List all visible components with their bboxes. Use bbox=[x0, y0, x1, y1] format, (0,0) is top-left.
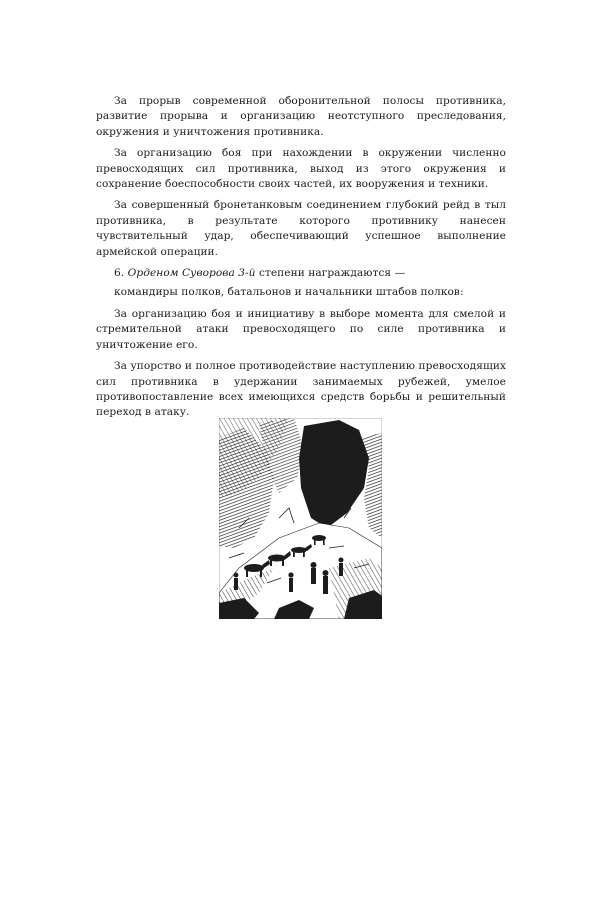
paragraph-order-heading bbox=[96, 266, 506, 281]
order-heading-rest: степени награждаются — bbox=[258, 267, 406, 280]
paragraph-recipients: командиры полков, батальонов и начальники штабов полков: bbox=[114, 286, 464, 299]
engraving-icon bbox=[219, 418, 382, 619]
paragraph-initiative: За организацию боя и инициативу в выборе момента для смелой и стремительной атаки превосходящего по силе противника и уничтожение его. bbox=[96, 307, 506, 351]
mountain-battle-illustration bbox=[219, 418, 382, 619]
paragraph-armored-raid: За совершенный бронетанковым соединением глубокий рейд в тыл противника, в результате которого противнику нанесен чувствительный удар, обеспечивающий успешное выполнение армейской операции. bbox=[96, 199, 506, 258]
paragraph-encirclement: За организацию боя при нахождении в окружении численно превосходящих сил противника, выход из этого окружения и сохранение боеспособности своих частей, их вооружения и техники. bbox=[96, 147, 506, 191]
paragraph-defense: За упорство и полное противодействие наступлению превосходящих сил противника в удержании занимаемых рубежей, умелое противопоставление всех имеющихся средств борьбы и решительный переход в атаку. bbox=[96, 360, 506, 419]
paragraph-breakthrough: За прорыв современной оборонительной полосы противника, развитие прорыва и организацию неотступного преследования, окружения и уничтожения противника. bbox=[96, 95, 506, 138]
document-body bbox=[96, 94, 506, 427]
order-name: Орденом Суворова 3-й bbox=[127, 267, 256, 280]
item-number: 6. bbox=[114, 267, 125, 280]
